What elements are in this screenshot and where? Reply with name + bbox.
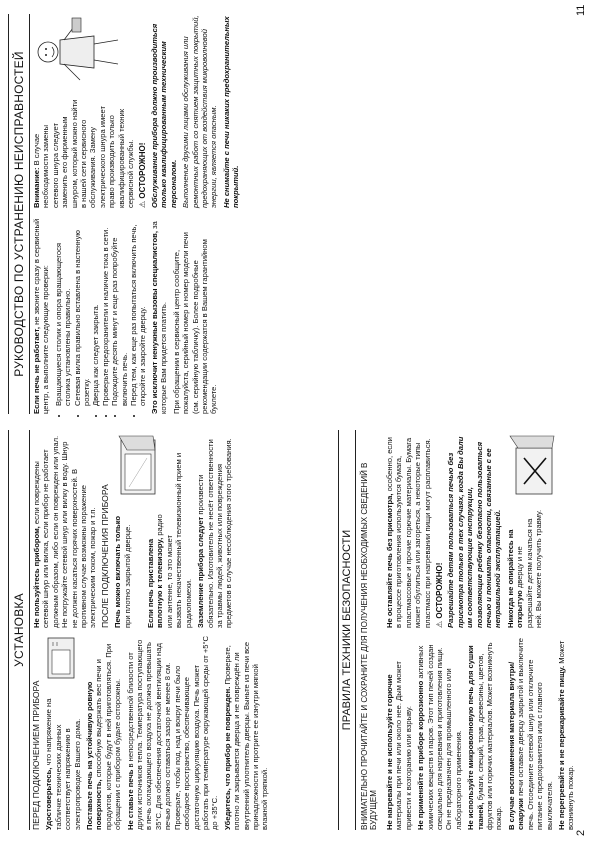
overheat-paragraph: Не перегревайте и не пережаривайте пищу. Может возникнуть пожар. (556, 640, 576, 830)
service-info-paragraph: При обращении в сервисный центр сообщите, пожалуйста, серийный номер и номер модели печи (см. серийную табличку). Более подробные рекомендации содержатся в Вашем гарантийном буклете. (171, 232, 219, 414)
door-lean-paragraph: Никогда не опирайтесь на открытую дверцу и не разрешайте детям качаться на ней. Вы можете получить травму. (505, 509, 544, 628)
list-item: • Сетевая вилка правильно вставлена в настенную розетку. (73, 218, 92, 406)
install-header: УСТАНОВКА (8, 430, 30, 830)
list-item: • Подождите десять минут и еще раз попробуйте включить печь. (110, 218, 129, 406)
safety-header: ПРАВИЛА ТЕХНИКИ БЕЗОПАСНОСТИ (338, 430, 356, 830)
damaged-cord-paragraph: Не пользуйтесь прибором, если повреждены сетевой шнур или вилка, если прибор не работает должным образом, либо если он поврежден или упал. Не погружайте сетевой шнур или вилку в воду. Шнур не должен касаться горячих поверхностей. В противном случае возможны поражение электрическим током, пожар и т.п. (32, 435, 98, 628)
attention-paragraph: Внимание: В случае необходимости замены сетевого шнура следует заменить его фирменным шнуром, который можно найти в нашей сети сервисного обслуживания. Замену электрического шнура имеет право производить только квалифицированный техник сервисной службы. (32, 99, 136, 208)
service-technician-illustration-icon (32, 14, 122, 92)
flammable-paragraph: Не нагревайте и не используйте горючие материалы при печи или около нее. Дым может привести к возгоранию или взрыву. (385, 661, 413, 830)
safety-intro: ВНИМАТЕЛЬНО ПРОЧИТАЙТЕ И СОХРАНИТЕ ДЛЯ ПОЛУЧЕНИЯ НЕОБХОДИМЫХ СВЕДЕНИЙ В БУДУЩЕМ (360, 462, 379, 830)
safety-column-2 (385, 432, 564, 628)
tv-interference-paragraph: Если печь приставлена вплотную к телевизору, радио или антенне, то это может вызвать некачественный телевизионный прием и радиопомехи. (146, 452, 193, 628)
oven-door-illustration-icon (113, 432, 163, 502)
page-number-left: 2 (575, 829, 587, 836)
warning-triangle-icon: ⚠ (435, 618, 445, 628)
install-column-1 (32, 636, 273, 830)
fire-paragraph: В случае воспламенения материала внутри/снаружи печи оставьте дверцу закрытой и выключите печь. Отсоедините сетевой шнур или отключите питание с предохранителя или с главного выключателя. (506, 638, 554, 830)
drying-paragraph: Не используйте микроволновую печь для сушки тканей, бумаги, специй, трав, древесины, цветов, фруктов или горючих материалов. Может возникнуть пожар. (466, 642, 504, 830)
heat-sources-paragraph: Не ставьте печь в непосредственной близости от других источников тепла. Температура поступающего в печь охлаждающего воздуха не должна превышать 35°С. Для обеспечения достаточной вентиляции над печью должно оставаться зазор не менее 8 см. Проверьте, чтобы под, над и вокруг печи было свободное пространство, обеспечивающее достаточную циркуляцию воздуха. Печь может работать при температуре окружающей среды от +5°С до +35°С. (125, 635, 220, 830)
install-column-2 (32, 432, 237, 628)
list-item: • Дверца как следует закрыта. (91, 218, 100, 406)
safety-column-1 (385, 636, 579, 830)
hazard-paragraph: Выполнение другими лицами обслуживания или ремонтных работ со снятием защитных покрытий, предохраняющих от воздействия микроволновой энергии, является опасным. (181, 15, 219, 208)
before-connect-subheading: ПЕРЕД ПОДКЛЮЧЕНИЕМ ПРИБОРА (31, 680, 41, 830)
corrosive-paragraph: Не применяйте в приборе коррозионно активных химических веществ и паров. Этот тип печей создан специально для нагревания и приготовления пищи. Он не предназначен для промышленного или лабораторного применения. (416, 644, 463, 830)
warning-triangle-icon: ⚠ (138, 198, 148, 208)
checks-list (54, 218, 148, 414)
grounding-paragraph: Заземление прибора следует произвести обязательно. Изготовитель не несёт ответственности за травмы людей, животных или повреждения предметов в случае несоблюдения этого требования. (196, 438, 234, 628)
children-paragraph: Разрешайте детям пользоваться печью без присмотра только в тех случаях, когда Вы дали им соответствующие инструкции, позволяющие ребенку безопасно пользоваться печью и понимать опасности, связанные с ее неправильной эксплуатацией. (446, 436, 503, 628)
after-connect-subheading: ПОСЛЕ ПОДКЛЮЧЕНИЯ ПРИБОРА (99, 484, 110, 628)
no-damage-paragraph: Убедитесь, что прибор не поврежден. Проверьте, плотно ли закрывается дверца и не повреждён ли внутренний уплотнитель дверцы. Выньте из печи все принадлежности и протрите ее изнутри мягкой влажной тряпкой. (222, 641, 270, 830)
list-item: • Проверьте предохранители и наличие тока в сети. (101, 218, 110, 406)
list-item: • Вращающиеся столик и опора вращающегося столика установлены правильно. (54, 218, 73, 406)
check-voltage-paragraph: Удостоверьтесь, что напряжение на табличке технических данных соответствует напряжению в электропроводке Вашего дома. (44, 698, 82, 830)
children-warning: ⚠ ОСТОРОЖНО! (435, 562, 445, 628)
unattended-paragraph: Не оставляйте печь без присмотра, особенно, если в процессе приготовления используются бумага, пластмассовые и прочие горючие материалы. Бумага может обуглиться или загореться, а некоторые типы пластмасс при нагревании пищи могут расплавиться. (385, 437, 432, 628)
service-caution: ⚠ ОСТОРОЖНО! (138, 142, 148, 208)
qualified-service-paragraph: Обслуживание прибора должно производиться только квалифицированным техническим персоналом. (149, 23, 178, 208)
flat-surface-paragraph: Поставьте печь на устойчивую ровную поверхность, способную выдержать вес печи и продуктов, которые будут в ней приготовляться. При обращении с прибором будьте осторожны. (85, 643, 123, 830)
trouble-column-2 (32, 14, 244, 208)
avoid-calls-paragraph: Это исключит ненужные вызовы специалистов, за которые Вам придется платить. (149, 221, 169, 414)
not-working-paragraph: Если печь не работает, не звоните сразу в сервисный центр, а выполните следующие проверки: (32, 218, 51, 414)
door-closed-paragraph: Печь можно включать только при плотно закрытой дверце. (113, 515, 132, 628)
no-cover-removal-paragraph: Не снимайте с печи никаких предохранительных покрытий. (221, 16, 241, 208)
oven-door-caution-icon (506, 432, 562, 498)
page-number-right: 11 (575, 4, 587, 16)
list-item: • Перед тем, как еще раз попытаться включить печь, откройте и закройте дверцу. (129, 218, 148, 406)
troubleshoot-header: РУКОВОДСТВО ПО УСТРАНЕНИЮ НЕИСПРАВНОСТЕЙ (8, 14, 30, 414)
trouble-column-1 (32, 218, 222, 414)
oven-illustration-icon (44, 636, 78, 680)
